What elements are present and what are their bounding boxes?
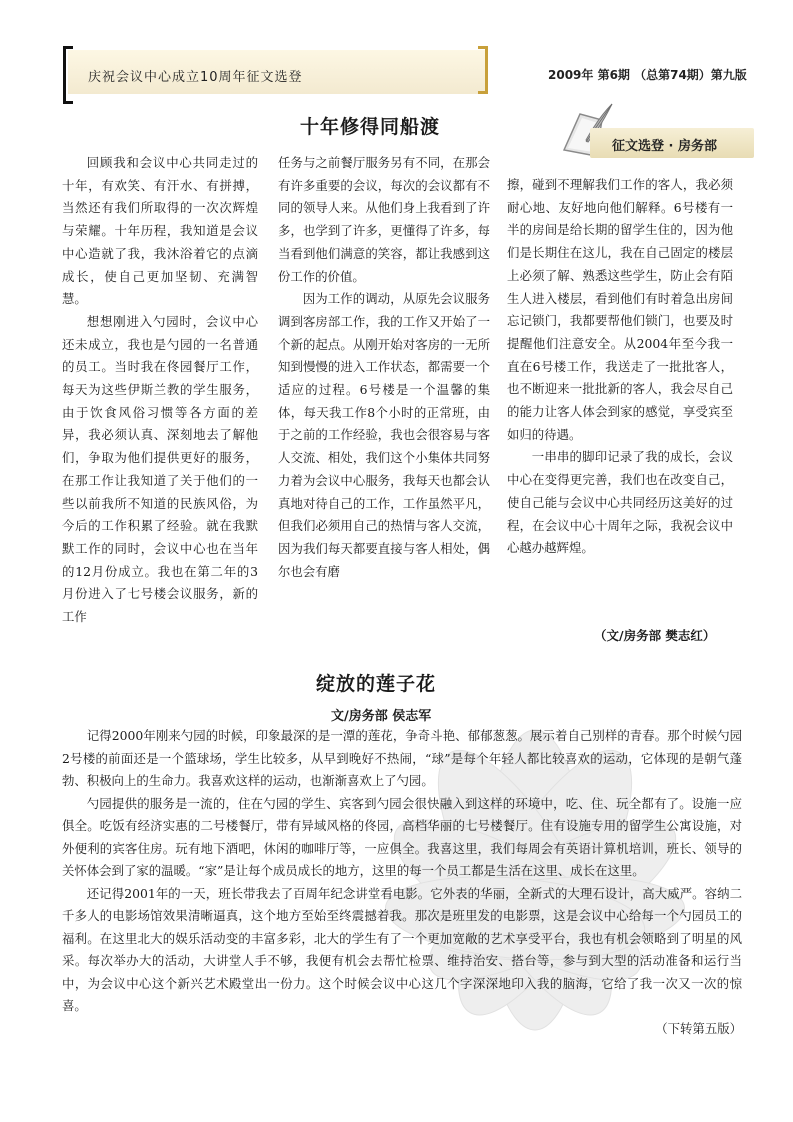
- article2-byline: 文/房务部 侯志军: [331, 709, 432, 724]
- paragraph: 回顾我和会议中心共同走过的十年，有欢笑、有汗水、有拼搏，当然还有我们所取得的一次次辉煌与荣耀。十年历程，我知道是会议中心造就了我，我沐浴着它的点滴成长，使自己更加坚韧、充满智慧。: [62, 155, 258, 307]
- continued-note: （下转第五版）: [655, 1020, 742, 1036]
- header-bracket-right: [478, 46, 488, 94]
- section-tag-label: 征文选登 · 房务部: [612, 139, 717, 154]
- paragraph: 记得2000年刚来勺园的时候，印象最深的是一潭的莲花，争奇斗艳、郁郁葱葱。展示着自己别样的青春。那个时候勺园2号楼的前面还是一个篮球场，学生比较多，从早到晚好不热闹，“球”是每个年轻人都比较喜欢的运动，它体现的是朝气蓬勃、积极向上的生命力。我喜欢这样的运动，也渐渐喜欢上了勺园。: [62, 728, 742, 788]
- article2-body: [62, 725, 742, 1040]
- paragraph: 勺园提供的服务是一流的，住在勺园的学生、宾客到勺园会很快融入到这样的环境中，吃、住、玩全都有了。设施一应俱全。吃饭有经济实惠的二号楼餐厅，带有异域风格的佟园，高档华丽的七号楼餐厅。住有设施专用的留学生公寓设施，对外便利的宾客住房。玩有地下酒吧，休闲的咖啡厅等，一应俱全。我喜这里，我们每周会有英语计算机培训，班长、领导的关怀体会到了家的温暖。“家”是让每个成员成长的地方，这里的每一个员工都是生活在这里、成长在这里。: [62, 795, 742, 878]
- section-tag: [590, 128, 754, 158]
- article1-signature: （文/房务部 樊志红）: [594, 628, 716, 643]
- issue-info: 2009年 第6期 （总第74期）第九版: [548, 68, 747, 82]
- article2-title: 绽放的莲子花: [316, 673, 437, 695]
- paragraph: 还记得2001年的一天，班长带我去了百周年纪念讲堂看电影。它外表的华丽，全新式的大理石设计，高大威严。容纳二千多人的电影场馆效果清晰逼真，这个地方至始至终震撼着我。那次是班里发的电影票，这是会议中心给每一个勺园员工的福利。在这里北大的娱乐活动变的丰富多彩，北大的学生有了一个更加宽敞的艺术享受平台，我也有机会领略到了明星的风采。每次举办大的活动，大讲堂人手不够，我便有机会去帮忙检票、维持治安、搭台等，参与到大型的活动准备和运行当中，为会议中心这个新兴艺术殿堂出一份力。这个时候会议中心这几个字深深地印入我的脑海，它给了我一次又一次的惊喜。: [62, 885, 742, 1013]
- article1-column-2: [278, 152, 490, 583]
- paragraph: 擦，碰到不理解我们工作的客人，我必须耐心地、友好地向他们解释。6号楼有一半的房间是给长期的留学生住的，因为他们是长期住在这儿，我在自己固定的楼层上必须了解、熟悉这些学生，防止会有陌生人进入楼层，看到他们有时着急出房间忘记锁门，我都要帮他们锁门，也要及时提醒他们注意安全。从2004年至今我一直在6号楼工作，我送走了一批批客人，也不断迎来一批批新的客人，我会尽自己的能力让客人体会到家的感觉，享受宾至如归的待遇。: [507, 177, 733, 442]
- article1-title: 十年修得同船渡: [300, 116, 441, 138]
- paragraph: 因为工作的调动，从原先会议服务调到客房部工作，我的工作又开始了一个新的起点。从刚开始对客房的一无所知到慢慢的进入工作状态，都需要一个适应的过程。6号楼是一个温馨的集体，每天我工作8个小时的正常班，由于之前的工作经验，我也会很容易与客人交流、相处，我们这个小集体共同努力着为会议中心服务，我每天也都会认真地对待自己的工作，工作虽然平凡，但我们必须用自己的热情与客人交流，因为我们每天都要直接与客人相处，偶尔也会有磨: [278, 291, 490, 579]
- paragraph: 一串串的脚印记录了我的成长，会议中心在变得更完善，我们也在改变自己，使自己能与会议中心共同经历这美好的过程，在会议中心十周年之际，我祝会议中心越办越辉煌。: [507, 449, 733, 556]
- header-bracket-left: [63, 46, 73, 104]
- header-title: 庆祝会议中心成立10周年征文选登: [88, 70, 303, 85]
- paragraph: 任务与之前餐厅服务另有不同，在那会有许多重要的会议，每次的会议都有不同的领导人来。从他们身上我看到了许多，也学到了许多，更懂得了许多，每当看到他们满意的笑容，都让我感到这份工作的价值。: [278, 155, 490, 284]
- article1-column-1: [62, 152, 258, 629]
- paragraph: 想想刚进入勺园时，会议中心还未成立，我也是勺园的一名普通的员工。当时我在佟园餐厅工作，每天为这些伊斯兰教的学生服务，由于饮食风俗习惯等各方面的差异，我必须认真、深刻地去了解他们，争取为他们提供更好的服务，在那工作让我知道了关于他们的一些以前我所不知道的民族风俗，为今后的工作积累了经验。就在我默默工作的同时，会议中心也在当年的12月份成立。我也在第二年的3月份进入了七号楼会议服务，新的工作: [62, 313, 258, 625]
- article1-column-3: [507, 174, 733, 560]
